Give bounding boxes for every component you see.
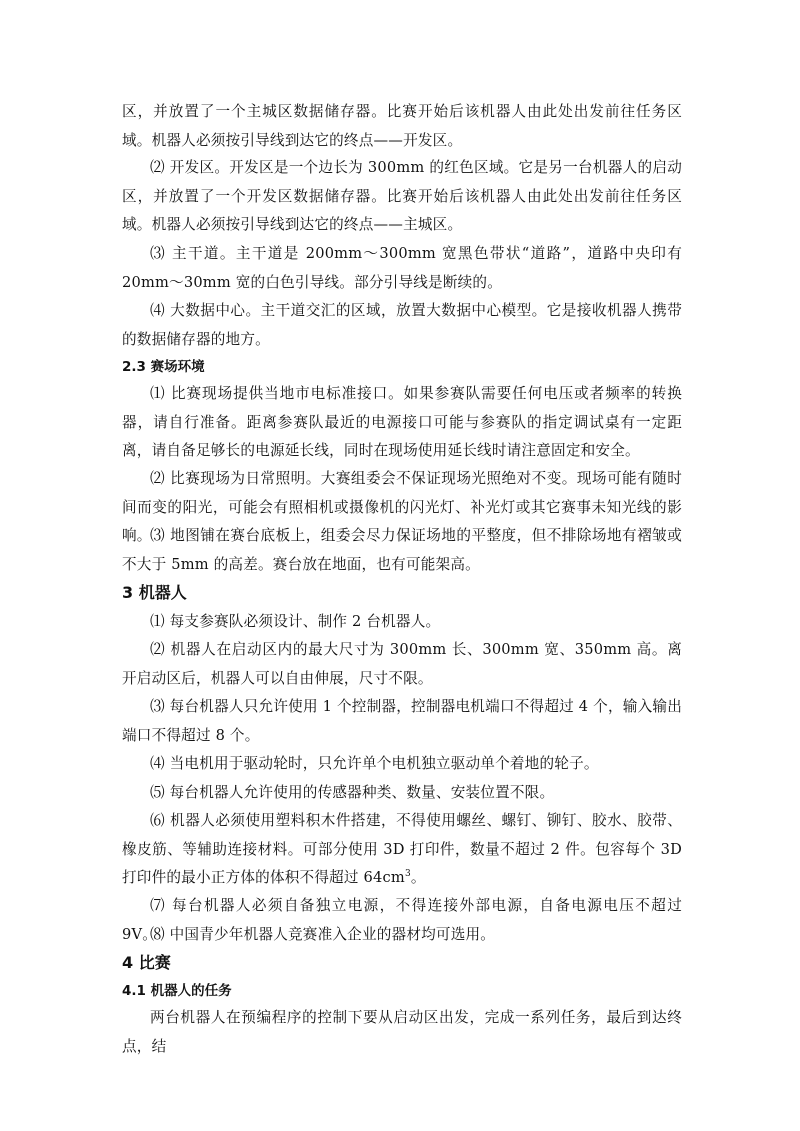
heading-3-robots: 3 机器人 bbox=[122, 583, 187, 602]
paragraph-robot-materials bbox=[122, 807, 682, 893]
paragraph-robot-size: ⑵ 机器人在启动区内的最大尺寸为 300mm 长、300mm 宽、350mm 高。离开启动区后，机器人可以自由伸展，尺寸不限。 bbox=[122, 641, 682, 687]
robot-materials-text: ⑹ 机器人必须使用塑料积木件搭建，不得使用螺丝、螺钉、铆钉、胶水、胶带、橡皮筋、等辅助连接材料。可部分使用 3D 打印件，数量不超过 2 件。包容每个 3D 打印件的最小正方体的体积不得超过 64cm bbox=[122, 812, 682, 886]
heading-4-competition: 4 比赛 bbox=[122, 953, 171, 972]
paragraph-venue-map: ⑶ 地图铺在赛台底板上，组委会尽力保证场地的平整度，但不排除场地有褶皱或不大于 5mm 的高差。赛台放在地面，也有可能架高。 bbox=[122, 527, 682, 573]
paragraph-robot-controller: ⑶ 每台机器人只允许使用 1 个控制器，控制器电机端口不得超过 4 个，输入输出端口不得超过 8 个。 bbox=[122, 698, 682, 744]
paragraph-main-road: ⑶ 主干道。主干道是 200mm～300mm 宽黑色带状“道路”，道路中央印有 20mm～30mm 宽的白色引导线。部分引导线是断续的。 bbox=[122, 245, 682, 291]
paragraph-data-center: ⑷ 大数据中心。主干道交汇的区域，放置大数据中心模型。它是接收机器人携带的数据储存器的地方。 bbox=[122, 302, 682, 348]
paragraph-development-zone: ⑵ 开发区。开发区是一个边长为 300mm 的红色区域。它是另一台机器人的启动区，并放置了一个开发区数据储存器。比赛开始后该机器人由此处出发前往任务区域。机器人必须按引导线到达它的终点——主城区。 bbox=[122, 159, 682, 233]
paragraph-robot-equipment: ⑻ 中国青少年机器人竞赛准入企业的器材均可选用。 bbox=[150, 926, 496, 943]
paragraph-venue-lighting: ⑵ 比赛现场为日常照明。大赛组委会不保证现场光照绝对不变。现场可能有随时间而变的阳光，可能会有照相机或摄像机的闪光灯、补光灯或其它赛事未知光线的影响。 bbox=[122, 470, 682, 544]
robot-materials-period: 。 bbox=[410, 869, 426, 886]
paragraph-task-intro: 两台机器人在预编程序的控制下要从启动区出发，完成一系列任务，最后到达终点，结 bbox=[122, 1009, 682, 1055]
paragraph-venue-power: ⑴ 比赛现场提供当地市电标准接口。如果参赛队需要任何电压或者频率的转换器，请自行准备。距离参赛队最近的电源接口可能与参赛队的指定调试桌有一定距离，请自备足够长的电源延长线，同时在现场使用延长线时请注意固定和安全。 bbox=[122, 385, 682, 459]
paragraph-robot-motor: ⑷ 当电机用于驱动轮时，只允许单个电机独立驱动单个着地的轮子。 bbox=[150, 755, 599, 772]
superscript-cubed: 3 bbox=[404, 869, 411, 880]
paragraph-main-zone-continued: 区，并放置了一个主城区数据储存器。比赛开始后该机器人由此处出发前往任务区域。机器人必须按引导线到达它的终点——开发区。 bbox=[122, 103, 682, 149]
heading-4-1-robot-tasks: 4.1 机器人的任务 bbox=[122, 983, 232, 999]
heading-2-3-venue-environment: 2.3 赛场环境 bbox=[122, 359, 205, 375]
paragraph-robot-power: ⑺ 每台机器人必须自备独立电源，不得连接外部电源，自备电源电压不超过 9V。 bbox=[122, 897, 682, 943]
paragraph-robot-count: ⑴ 每支参赛队必须设计、制作 2 台机器人。 bbox=[150, 613, 441, 630]
paragraph-robot-sensors: ⑸ 每台机器人允许使用的传感器种类、数量、安装位置不限。 bbox=[150, 784, 555, 801]
